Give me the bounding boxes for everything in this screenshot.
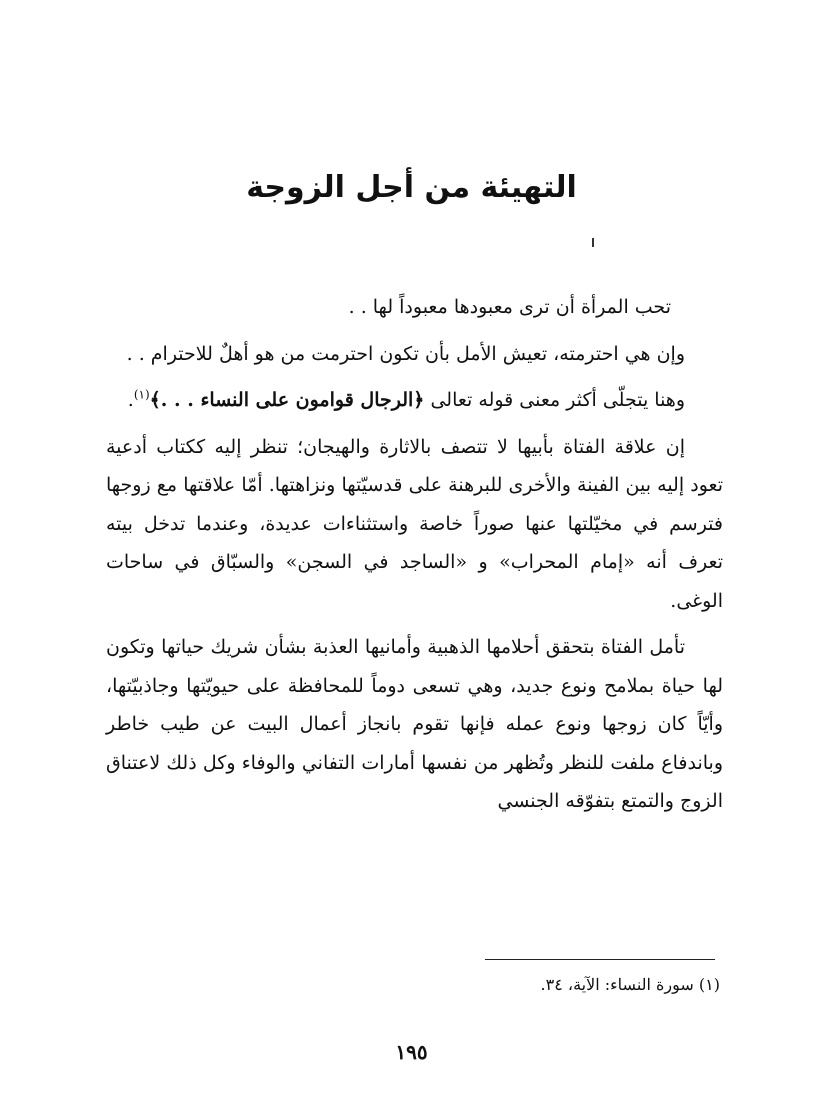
ink-mark <box>592 238 594 247</box>
quran-quote: ﴿الرجال قوامون على النساء . . .﴾ <box>149 389 425 411</box>
paragraph-3 <box>106 381 723 420</box>
paragraph-3-end: . <box>127 389 134 411</box>
paragraph-4: إن علاقة الفتاة بأبيها لا تتصف بالاثارة والهيجان؛ تنظر إليه ككتاب أدعية تعود إليه بين الفينة والأخرى للبرهنة على قدسيّتها ونزاهتها. أمّا علاقتها مع زوجها فترسم في مخيّلتها عنها صوراً خاصة واستثناءات عديدة، وعندما تدخل بيته تعرف أنه «إمام المحراب» و «الساجد في السجن» والسبّاق في ساحات الوغى. <box>106 435 723 612</box>
footnote-divider <box>485 959 715 960</box>
body-text <box>106 288 723 829</box>
paragraph-3-intro: وهنا يتجلّى أكثر معنى قوله تعالى <box>430 389 685 411</box>
paragraph-5: تأمل الفتاة بتحقق أحلامها الذهبية وأمانيها العذبة بشأن شريك حياتها وتكون لها حياة بملامح ونوع جديد، وهي تسعى دوماً للمحافظة على حيويّتها وجاذبيّتها، وأيّاً كان زوجها ونوع عمله فإنها تقوم بانجاز أعمال البيت عن طيب خاطر وباندفاع ملفت للنظر وتُظهر من نفسها أمارات التفاني والوفاء وكل ذلك لاعتناق الزوج والتمتع بتفوّقه الجنسي <box>106 636 723 812</box>
chapter-title: التهيئة من أجل الزوجة <box>246 170 577 205</box>
page-number: ١٩٥ <box>395 1040 428 1064</box>
footnote: (١) سورة النساء: الآية، ٣٤. <box>540 975 720 994</box>
footnote-reference: (١) <box>133 387 150 402</box>
paragraph-2: وإن هي احترمته، تعيش الأمل بأن تكون احترمت من هو أهلٌ للاحترام . . <box>126 342 685 365</box>
paragraph-1: تحب المرأة أن ترى معبودها معبوداً لها . . <box>348 296 671 318</box>
